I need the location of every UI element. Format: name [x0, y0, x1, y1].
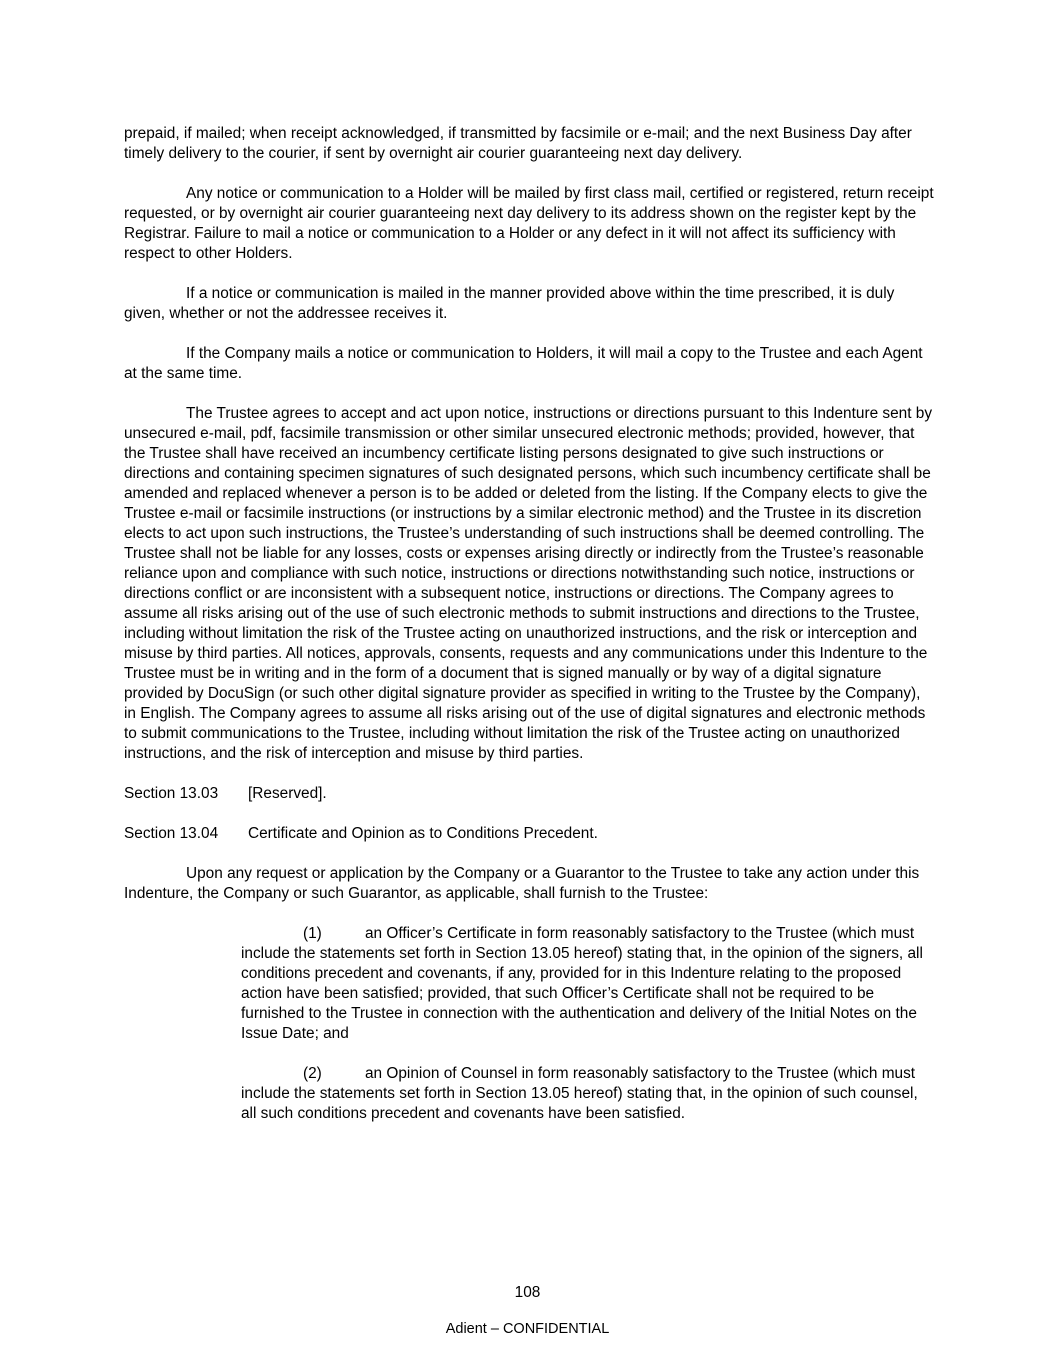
page-number: 108 [514, 1284, 541, 1301]
list-item-text: an Opinion of Counsel in form reasonably satisfactory to the Trustee (which must include the statements set forth in Section 13.05 hereof) stating that, in the opinion of such counsel, all such conditions precedent and covenants have been satisfied. [241, 1065, 918, 1122]
paragraph-electronic-instructions: The Trustee agrees to accept and act upon notice, instructions or directions pursuant to this Indenture sent by unsecured e-mail, pdf, facsimile transmission or other similar unsecured electronic methods; provided, however, that the Trustee shall have received an incumbency certificate listing persons designated to give such instructions or directions and containing specimen signatures of such designated persons, which such incumbency certificate shall be amended and replaced whenever a person is to be added or deleted from the listing. If the Company elects to give the Trustee e-mail or facsimile instructions (or instructions by a similar electronic method) and the Trustee in its discretion elects to act upon such instructions, the Trustee’s understanding of such instructions shall be deemed controlling. The Trustee shall not be liable for any losses, costs or expenses arising directly or indirectly from the Trustee’s reasonable reliance upon and compliance with such notice, instructions or directions notwithstanding such notice, instructions or directions conflict or are inconsistent with a subsequent notice, instructions or directions. The Company agrees to assume all risks arising out of the use of such electronic methods to submit instructions and directions to the Trustee, including without limitation the risk of the Trustee acting on unauthorized instructions, and the risk or interception and misuse by third parties. All notices, approvals, consents, requests and any communications under this Indenture to the Trustee must be in writing and in the form of a document that is signed manually or by way of a digital signature provided by DocuSign (or such other digital signature provider as specified in writing to the Trustee by the Company), in English. The Company agrees to assume all risks arising out of the use of digital signatures and electronic methods to submit communications to the Trustee, including without limitation the risk of the Trustee acting on unauthorized instructions, and the risk of interception and misuse by third parties. [124, 405, 933, 762]
section-title: [Reserved]. [248, 785, 327, 802]
section-title: Certificate and Opinion as to Conditions Precedent. [248, 825, 598, 842]
paragraph-copy-to-trustee: If the Company mails a notice or communication to Holders, it will mail a copy to the Trustee and each Agent at the same time. [124, 345, 923, 382]
section-13-03-heading [124, 784, 934, 804]
document-body [124, 124, 934, 1144]
list-item-text: an Officer’s Certificate in form reasonably satisfactory to the Trustee (which must include the statements set forth in Section 13.05 hereof) stating that, in the opinion of the signers, all conditions precedent and covenants, if any, provided for in this Indenture relating to the proposed action have been satisfied; provided, that such Officer’s Certificate shall not be required to be furnished to the Trustee in connection with the authentication and delivery of the Initial Notes on the Issue Date; and [241, 925, 923, 1042]
list-item-number: (2) [303, 1065, 322, 1082]
list-item-number: (1) [303, 925, 322, 942]
paragraph-section-13-04-intro: Upon any request or application by the Company or a Guarantor to the Trustee to take any action under this Indenture, the Company or such Guarantor, as applicable, shall furnish to the Trustee: [124, 865, 920, 902]
list-item [241, 1064, 934, 1124]
paragraph-delivery-timing: prepaid, if mailed; when receipt acknowledged, if transmitted by facsimile or e-mail; and the next Business Day after timely delivery to the courier, if sent by overnight air courier guaranteeing next day delivery. [124, 125, 912, 162]
section-number: Section 13.03 [124, 785, 219, 802]
paragraph-duly-given: If a notice or communication is mailed in the manner provided above within the time prescribed, it is duly given, whether or not the addressee receives it. [124, 285, 895, 322]
section-number: Section 13.04 [124, 825, 219, 842]
list-item [241, 924, 934, 1044]
confidential-footer: Adient – CONFIDENTIAL [445, 1321, 610, 1337]
section-13-04-heading [124, 824, 934, 844]
paragraph-holder-notice: Any notice or communication to a Holder will be mailed by first class mail, certified or registered, return receipt requested, or by overnight air courier guaranteeing next day delivery to its address shown on the register kept by the Registrar. Failure to mail a notice or communication to a Holder or any defect in it will not affect its sufficiency with respect to other Holders. [124, 185, 934, 262]
